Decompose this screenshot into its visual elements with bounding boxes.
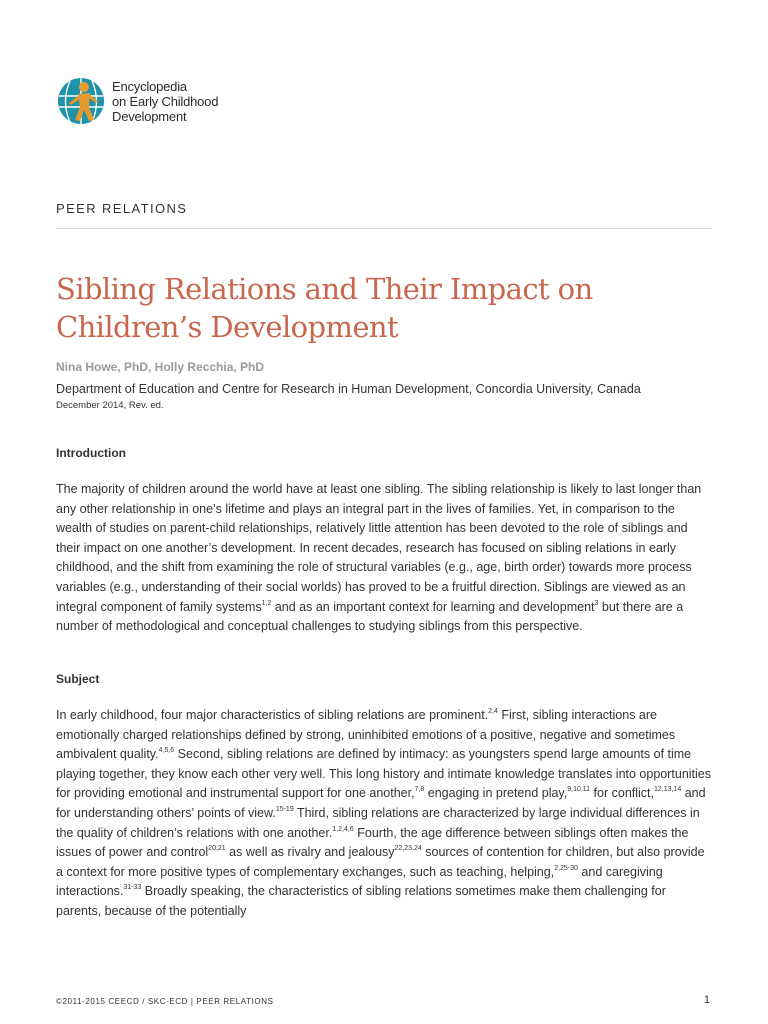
subject-text: Fourth, the age difference between siblings often makes the issues of power and control [56, 825, 689, 860]
logo-line-1: Encyclopedia [112, 78, 187, 94]
introduction-paragraph [56, 480, 714, 637]
article-title: Sibling Relations and Their Impact on Children’s Development [56, 272, 593, 344]
header-divider [56, 228, 712, 229]
subject-citation: 12,13,14 [654, 786, 682, 794]
logo-line-3: Development [112, 108, 187, 124]
subject-citation: 9,10,11 [567, 786, 591, 794]
subject-citation: 7,8 [414, 786, 425, 794]
footer-copyright: ©2011-2015 CEECD / SKC-ECD | PEER RELATIONS [56, 997, 274, 1006]
introduction-heading: Introduction [56, 446, 126, 460]
intro-text-2: and as an important context for learning and development [271, 599, 595, 614]
logo-line-2: on Early Childhood [112, 93, 219, 109]
article-authors: Nina Howe, PhD, Holly Recchia, PhD [56, 360, 265, 374]
subject-citation: 1,2,4,6 [332, 825, 354, 833]
subject-paragraph [56, 706, 714, 922]
subject-heading: Subject [56, 672, 100, 686]
article-affiliation: Department of Education and Centre for Research in Human Development, Concordia University, Canada [56, 382, 641, 396]
subject-citation: 2,25-30 [554, 864, 578, 872]
subject-citation: 4,5,6 [158, 747, 175, 755]
intro-text-3: but there are a number of methodological and conceptual challenges to studying siblings from this perspective. [56, 599, 684, 634]
subject-text: Third, sibling relations are characterized by large individual differences in the quality of children’s relations with one another. [56, 805, 700, 840]
intro-text-1: The majority of children around the world have at least one sibling. The sibling relationship is likely to last longer than any other relationship in one’s lifetime and plays an integral part in the lives of families. Yet, in comparison to the wealth of studies on parent-child relationships, relatively little attention has been devoted to the role of siblings and their impact on one another’s development. In recent decades, research has focused on sibling relations in early childhood, and the shift from examining the role of structural variables (e.g., age, birth order) towards more process variables (e.g., understanding of their social worlds) has proved to be a fruitful direction. Siblings are viewed as an integral component of family systems [56, 482, 702, 614]
subject-text: engaging in pretend play, [424, 786, 568, 801]
intro-citation-1: 1,2 [261, 599, 272, 607]
page-number: 1 [703, 994, 710, 1006]
globe-child-icon [56, 76, 106, 126]
subject-citation: 15-19 [275, 805, 294, 813]
subject-text: for conflict, [590, 786, 654, 801]
intro-citation-2: 3 [594, 599, 599, 607]
subject-citation: 2,4 [488, 708, 498, 715]
subject-text: First, sibling interactions are emotionally charged relationships defined by strong, uninhibited emotions of a positive, negative and sometimes ambivalent quality. [56, 708, 676, 762]
subject-citation: 20,21 [208, 845, 226, 853]
subject-citation: 31-33 [123, 884, 142, 892]
subject-text: and caregiving interactions. [56, 864, 663, 899]
article-date: December 2014, Rev. ed. [56, 400, 164, 411]
section-label: PEER RELATIONS [56, 201, 188, 216]
encyclopedia-logo [56, 76, 218, 126]
logo-text [112, 79, 218, 124]
subject-citation: 22,23,24 [394, 845, 422, 853]
subject-text: In early childhood, four major characteristics of sibling relations are prominent. [56, 708, 489, 722]
subject-text: sources of contention for children, but also provide a context for more positive types of complementary exchanges, such as teaching, helping, [56, 845, 705, 879]
subject-text: Broadly speaking, the characteristics of sibling relations sometimes make them challenging for parents, because of the potentially [56, 884, 666, 918]
subject-text: and for understanding others’ points of view. [56, 786, 706, 820]
subject-text: as well as rivalry and jealousy [225, 845, 395, 860]
subject-text: Second, sibling relations are defined by intimacy: as youngsters spend large amounts of time playing together, they know each other very well. This long history and intimate knowledge translates into opportunities for providing emotional and instrumental support for one another, [56, 747, 712, 801]
